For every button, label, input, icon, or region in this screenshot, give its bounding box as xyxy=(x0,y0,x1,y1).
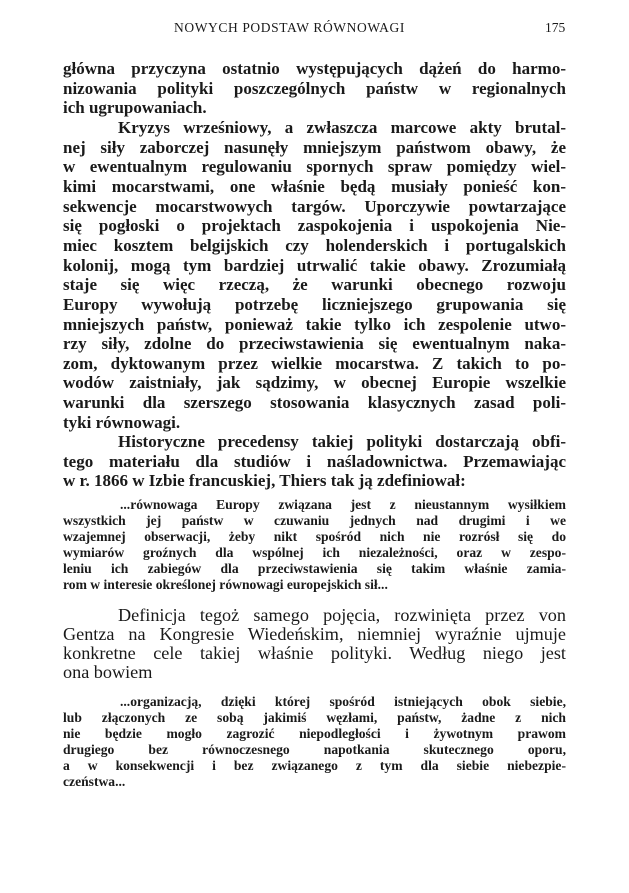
text-line: główna przyczyna ostatnio występujących dążeń do harmo- xyxy=(63,59,566,78)
text-line: konkretne cele takiej właśnie polityki. Według niego jest xyxy=(63,642,566,663)
text-line: lub złączonych ze sobą jakimiś węzłami, państw, żadne z nich xyxy=(63,710,566,725)
text-line: warunki dla szerszego stosowania klasycznych zasad poli- xyxy=(63,393,566,413)
text-line: rom w interesie określonej równowagi europejskich sił... xyxy=(63,577,388,592)
text-line: tyki równowagi. xyxy=(63,412,181,432)
text-line: miec kosztem belgijskich czy holenderskich i portugalskich xyxy=(63,235,566,255)
text-line: kolonij, mogą tym bardziej utrwalić takie obawy. Zrozumiałą xyxy=(63,255,566,275)
text-line: a w konsekwencji i bez związanego z tym dla siebie niebezpie- xyxy=(63,758,566,773)
text-line: w ewentualnym regulowaniu spornych spraw pomiędzy wiel- xyxy=(63,157,566,177)
text-line: nizowania polityki poszczególnych państw w regionalnych xyxy=(63,78,566,98)
text-line: wodów zaistniały, jak sądzimy, w obecnej Europie wszelkie xyxy=(63,373,566,393)
text-line: mniejszych państw, ponieważ takie tylko ich zespolenie utwo- xyxy=(63,314,566,334)
text-line: sekwencje mocarstwowych targów. Uporczywie powtarzające xyxy=(63,196,566,216)
text-line: w r. 1866 w Izbie francuskiej, Thiers tak ją zdefiniował: xyxy=(63,471,466,491)
running-title: NOWYCH PODSTAW RÓWNOWAGI xyxy=(174,20,405,35)
text-line: Europy wywołują potrzebę liczniejszego grupowania się xyxy=(63,294,566,314)
text-line: tego materiału dla studiów i naśladownictwa. Przemawiając xyxy=(63,451,566,471)
text-line: się pogłoski o projektach zaspokojenia i uspokojenia Nie- xyxy=(63,216,566,236)
text-line: wzajemnej obserwacji, żeby nikt spośród nich nie rozrósł się do xyxy=(63,529,566,544)
text-line: drugiego bez równoczesnego napotkania skutecznego oporu, xyxy=(63,742,566,757)
text-line: ich ugrupowaniach. xyxy=(63,98,207,118)
text-line: zom, dyktowanym przez wielkie mocarstwa. Z takich to po- xyxy=(63,353,566,373)
text-line: staje się więc rzeczą, że warunki obecnego rozwoju xyxy=(63,275,566,295)
text-line: wszystkich jej państw w czuwaniu jednych nad drugimi i we xyxy=(63,513,566,528)
page-number: 175 xyxy=(545,20,566,35)
text-line: Definicja tegoż samego pojęcia, rozwinięta przez von xyxy=(118,605,566,625)
text-line: Historyczne precedensy takiej polityki dostarczają obfi- xyxy=(118,432,566,451)
text-line: czeństwa... xyxy=(63,774,126,789)
text-line: wymiarów groźnych dla wspólnej ich niezależności, oraz w zespo- xyxy=(63,545,566,560)
text-line: Kryzys wrześniowy, a zwłaszcza marcowe akty brutal- xyxy=(118,118,566,137)
text-line: nej siły zaborczej nasunęły mniejszym państwom obawy, że xyxy=(63,137,566,157)
text-line: rzy siły, zdolne do przeciwstawienia się ewentualnym naka- xyxy=(63,334,566,354)
text-line: nie będzie mogło zagrozić niepodległości i żywotnym prawom xyxy=(63,726,566,741)
text-line: ona bowiem xyxy=(63,661,153,682)
text-line: ...równowaga Europy związana jest z nieustannym wysiłkiem xyxy=(120,497,566,512)
running-header xyxy=(0,20,629,40)
text-line: kimi mocarstwami, one właśnie będą musiały ponieść kon- xyxy=(63,176,566,196)
text-line: leniu ich zabiegów dla przeciwstawienia się takim właśnie zamia- xyxy=(63,561,566,576)
text-line: ...organizacją, dzięki której spośród istniejących obok siebie, xyxy=(120,694,566,709)
text-line: Gentza na Kongresie Wiedeńskim, niemniej wyraźnie ujmuje xyxy=(63,623,566,644)
